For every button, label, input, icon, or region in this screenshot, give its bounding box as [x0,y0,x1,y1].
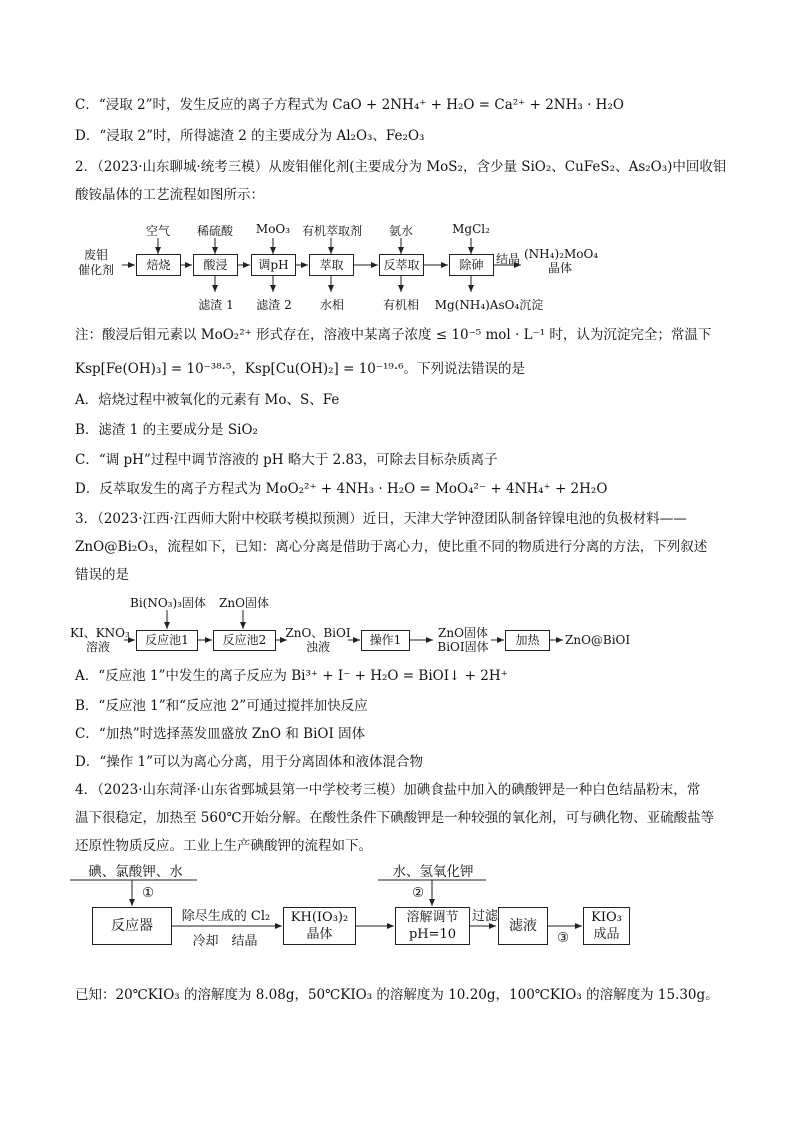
q2-note-line2: Ksp[Fe(OH)₃] = 10⁻³⁸·⁵，Ksp[Cu(OH)₂] = 10⁻¹⁹·⁶。下列说法错误的是 [75,361,526,377]
flow3-dissolve-box: 溶解调节 pH=10 [395,907,470,945]
flow1-step-roast: 焙烧 [136,254,181,276]
flow1-output-organic-phase: 有机相 [382,298,419,312]
flow1-output-residue2: 滤渣 2 [256,298,292,312]
q3-stem-line2: ZnO@Bi₂O₃，流程如下，已知：离心分离是借助于离心力，使比重不同的物质进行分离的方法，下列叙述 [75,539,708,555]
flow2-mid-suspension: ZnO、BiOI 浊液 [285,626,351,654]
flow2-step-heat: 加热 [505,630,550,651]
flow1-step-acid-leach: 酸浸 [193,254,238,276]
flow1-input-air: 空气 [145,224,170,238]
flow2-input-zno: ZnO固体 [219,596,269,610]
flow1-input-ammonia: 氨水 [388,224,413,238]
q3-stem-line3: 错误的是 [75,567,129,583]
q2-stem-line1: 2．（2023·山东聊城·统考三模）从废钼催化剂(主要成分为 MoS₂，含少量 SiO₂、CuFeS₂、As₂O₃)中回收钼 [75,159,727,175]
flow1-input-sulfuric-acid: 稀硫酸 [196,224,233,238]
flow3-filtrate: 滤液 [498,907,548,945]
flow2-step-reactor2: 反应池2 [213,630,276,651]
flow1-input-mgcl2: MgCl₂ [452,222,490,236]
flow3-reactor: 反应器 [92,907,172,945]
q4-stem-line2: 温下很稳定，加热至 560℃开始分解。在酸性条件下碘酸钾是一种较强的氧化剂，可与碘化物、亚硫酸盐等 [75,810,715,826]
flow3-circle1: ① [141,885,155,901]
flow3-top-input: 碘、氯酸钾、水 [88,864,183,880]
flow2-input-bismuth-nitrate: Bi(NO₃)₃固体 [130,596,206,610]
flow1-output-water-phase: 水相 [319,298,344,312]
q3-option-a: A．“反应池 1”中发生的离子反应为 Bi³⁺ + I⁻ + H₂O = BiOI↓ + 2H⁺ [75,668,508,684]
q3-option-c: C．“加热”时选择蒸发皿盛放 ZnO 和 BiOI 固体 [75,726,366,742]
flow1-input-extractant: 有机萃取剂 [301,224,362,238]
flow3-circle3: ③ [556,930,570,946]
flow3-crystal-box: KH(IO₃)₂ 晶体 [283,907,356,945]
flow1-output-precipitate: Mg(NH₄)AsO₄沉淀 [434,298,544,312]
flow3-product-box: KIO₃ 成品 [583,907,630,945]
q2-option-a: A．焙烧过程中被氧化的元素有 Mo、S、Fe [75,392,340,408]
q3-option-b: B．“反应池 1”和“反应池 2”可通过搅拌加快反应 [75,698,368,714]
option-c-prev: C．“浸取 2”时，发生反应的离子方程式为 CaO + 2NH₄⁺ + H₂O = Ca²⁺ + 2NH₃ · H₂O [75,97,624,113]
flow1-step-back-extract: 反萃取 [379,254,424,276]
q2-option-b: B．滤渣 1 的主要成分是 SiO₂ [75,422,258,438]
flow1-input-moo3: MoO₃ [255,222,291,236]
flow2-start: KI、KNO₃ 溶液 [70,626,130,654]
flow1-step-adjust-ph: 调pH [251,254,296,276]
flow3-input2: 水、氢氧化钾 [392,864,474,880]
flow1-output-residue1: 滤渣 1 [198,298,234,312]
q3-stem-line1: 3．（2023·江西·江西师大附中校联考模拟预测）近日，天津大学钟澄团队制备锌镍电池的负极材料—— [75,511,687,527]
flow3-note-remove-cl2: 除尽生成的 Cl₂ [181,909,271,924]
flow1-crystallize-label: 结晶 [495,252,520,266]
flow2-mid-solids: ZnO固体 BiOI固体 [437,626,489,654]
flow2-step-operation1: 操作1 [361,630,410,651]
q2-note-line1: 注：酸浸后钼元素以 MoO₂²⁺ 形式存在，溶液中某离子浓度 ≤ 10⁻⁵ mol · L⁻¹ 时，认为沉淀完全；常温下 [75,327,712,343]
flow2-product: ZnO@BiOI [565,633,631,647]
q2-option-d: D．反萃取发生的离子方程式为 MoO₂²⁺ + 4NH₃ · H₂O = MoO₄²⁻ + 4NH₄⁺ + 2H₂O [75,481,608,497]
q4-known-solubility: 已知：20℃KIO₃ 的溶解度为 8.08g，50℃KIO₃ 的溶解度为 10.20g，100℃KIO₃ 的溶解度为 15.30g。 [75,987,719,1003]
flow3-note-cool-crystallize: 冷却 结晶 [192,934,258,949]
flow2-step-reactor1: 反应池1 [136,630,198,651]
flow3-circle2: ② [411,885,425,901]
option-d-prev: D．“浸取 2”时，所得滤渣 2 的主要成分为 Al₂O₃、Fe₂O₃ [75,128,425,144]
flow1-step-extract: 萃取 [309,254,354,276]
q4-stem-line1: 4．（2023·山东菏泽·山东省鄄城县第一中学校考三模）加碘食盐中加入的碘酸钾是一种白色结晶粉末，常 [75,782,701,798]
flow3-filter-label: 过滤 [471,909,498,924]
q2-stem-line2: 酸铵晶体的工艺流程如图所示： [75,187,264,203]
q2-option-c: C．“调 pH”过程中调节溶液的 pH 略大于 2.83，可除去目标杂质离子 [75,452,498,468]
flow1-step-remove-arsenic: 除砷 [449,254,494,276]
q3-option-d: D．“操作 1”可以为离心分离，用于分离固体和液体混合物 [75,754,424,770]
flow1-product: (NH₄)₂MoO₄ 晶体 [524,247,599,275]
q4-stem-line3: 还原性物质反应。工业上生产碘酸钾的流程如下。 [75,838,372,854]
flow1-start: 废钼 催化剂 [78,248,115,277]
